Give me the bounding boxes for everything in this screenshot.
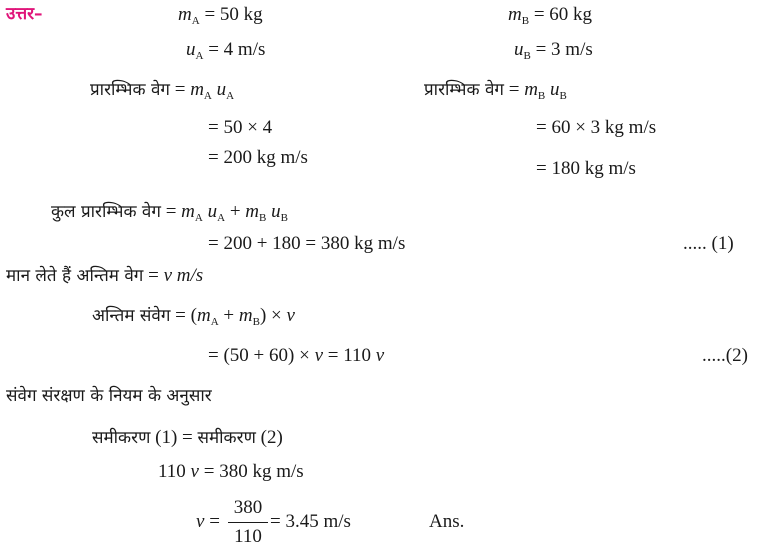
v-symbol: v = xyxy=(196,511,220,532)
velocity-b-line: $u_B = 3$ m/s xyxy=(514,39,593,62)
velocity-a-line: $u_A = 4$ m/s xyxy=(186,39,266,62)
answer-label: उत्तर– xyxy=(6,4,43,24)
a-step2: = 200 kg m/s xyxy=(208,147,308,168)
mass-a-line: $m_A = 50$ kg xyxy=(178,4,263,27)
initial-velocity-b-line: प्रारम्भिक वेग = $m_B$ $u_B$ xyxy=(424,79,567,102)
equation-ref-2: .....(2) xyxy=(702,345,748,366)
final-velocity-assumption: मान लेते हैं अन्तिम वेग = v m/s xyxy=(6,265,204,286)
ans-label: Ans. xyxy=(429,511,465,532)
conservation-law-text: संवेग संरक्षण के नियम के अनुसार xyxy=(6,386,212,406)
final-momentum-step: = (50 + 60) × v = 110 v xyxy=(208,345,385,366)
initial-velocity-a-line: प्रारम्भिक वेग = $m_A$ $u_A$ xyxy=(90,79,235,102)
a-step1: = 50 × 4 xyxy=(208,117,273,138)
equation-equality: समीकरण (1) = समीकरण (2) xyxy=(92,427,283,448)
b-step2: = 180 kg m/s xyxy=(536,158,636,179)
mass-b-line: $m_B = 60$ kg xyxy=(508,4,593,27)
fraction-numerator: 380 xyxy=(233,497,263,518)
final-momentum-line: अन्तिम संवेग = $(m_A + m_B) \times v$ xyxy=(92,305,295,328)
result-equation: 110 v = 380 kg m/s xyxy=(158,461,304,482)
fraction-denominator: 110 xyxy=(234,526,262,547)
b-step1: = 60 × 3 kg m/s xyxy=(536,117,657,138)
total-sum: = 200 + 180 = 380 kg m/s xyxy=(208,233,406,254)
fraction xyxy=(228,497,268,548)
v-result: = 3.45 m/s xyxy=(270,511,351,532)
equation-ref-1: ..... (1) xyxy=(683,233,734,254)
total-initial-line: कुल प्रारम्भिक वेग = $m_A$ $u_A + m_B$ $u_B$ xyxy=(51,201,288,224)
